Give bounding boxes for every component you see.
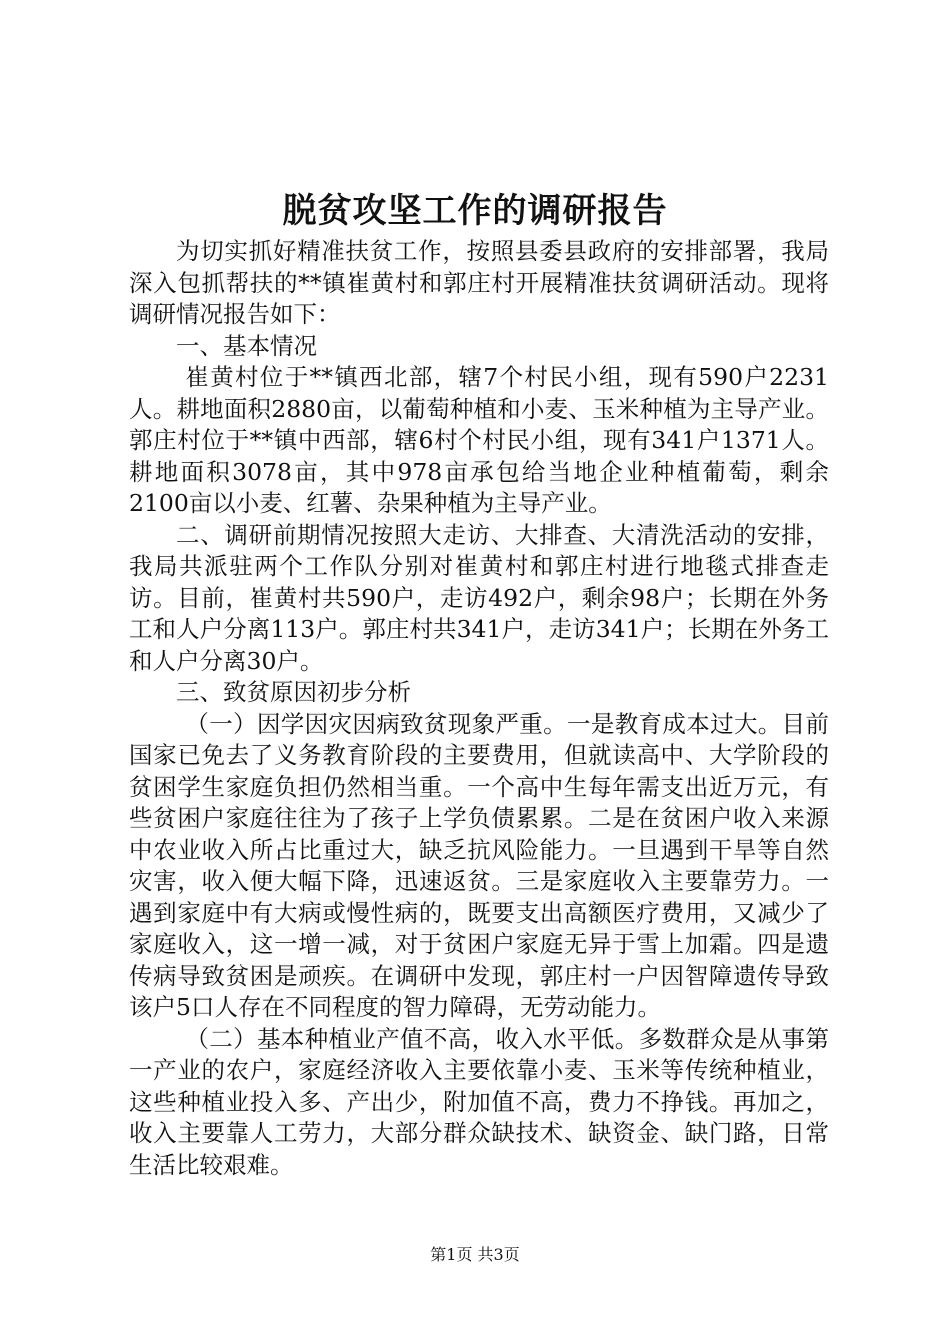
paragraph-intro: 为切实抓好精准扶贫工作，按照县委县政府的安排部署，我局深入包抓帮扶的**镇崔黄村和郭庄村开展精准扶贫调研活动。现将调研情况报告如下： — [129, 237, 829, 328]
document-title: 脱贫攻坚工作的调研报告 — [282, 191, 668, 231]
section-heading-basic: 一、基本情况 — [176, 331, 317, 360]
paragraph-cause-2: （二）基本种植业产值不高，收入水平低。多数群众是从事第一产业的农户，家庭经济收入主要依靠小麦、玉米等传统种植业，这些种植业投入多、产出少，附加值不高，费力不挣钱。再加之，收入主要靠人工劳力，大部分群众缺技术、缺资金、缺门路，日常生活比较艰难。 — [129, 1024, 829, 1179]
paragraph-survey-status: 二、调研前期情况按照大走访、大排查、大清洗活动的安排，我局共派驻两个工作队分别对崔黄村和郭庄村进行地毯式排查走访。目前，崔黄村共590户，走访492户，剩余98户；长期在外务工和人户分离113户。郭庄村共341户，走访341户；长期在外务工和人户分离30户。 — [129, 520, 829, 675]
document-body — [129, 236, 829, 1181]
page-footer: 第1页 共3页 — [430, 1245, 520, 1264]
paragraph-cause-1: （一）因学因灾因病致贫现象严重。一是教育成本过大。目前国家已免去了义务教育阶段的主要费用，但就读高中、大学阶段的贫困学生家庭负担仍然相当重。一个高中生每年需支出近万元，有些贫困户家庭往往为了孩子上学负债累累。二是在贫困户收入来源中农业收入所占比重过大，缺乏抗风险能力。一旦遇到干旱等自然灾害，收入便大幅下降，迅速返贫。三是家庭收入主要靠劳力。一遇到家庭中有大病或慢性病的，既要支出高额医疗费用，又减少了家庭收入，这一增一减，对于贫困户家庭无异于雪上加霜。四是遗传病导致贫困是顽疾。在调研中发现，郭庄村一户因智障遗传导致该户5口人存在不同程度的智力障碍，无劳动能力。 — [129, 709, 829, 1021]
section-heading-causes: 三、致贫原因初步分析 — [176, 678, 411, 706]
paragraph-basic-info: 崔黄村位于**镇西北部，辖7个村民小组，现有590户2231人。耕地面积2880亩，以葡萄种植和小麦、玉米种植为主导产业。郭庄村位于**镇中西部，辖6村个村民小组，现有341户1371人。耕地面积3078亩，其中978亩承包给当地企业种植葡萄，剩余2100亩以小麦、红薯、杂果种植为主导产业。 — [129, 363, 829, 517]
